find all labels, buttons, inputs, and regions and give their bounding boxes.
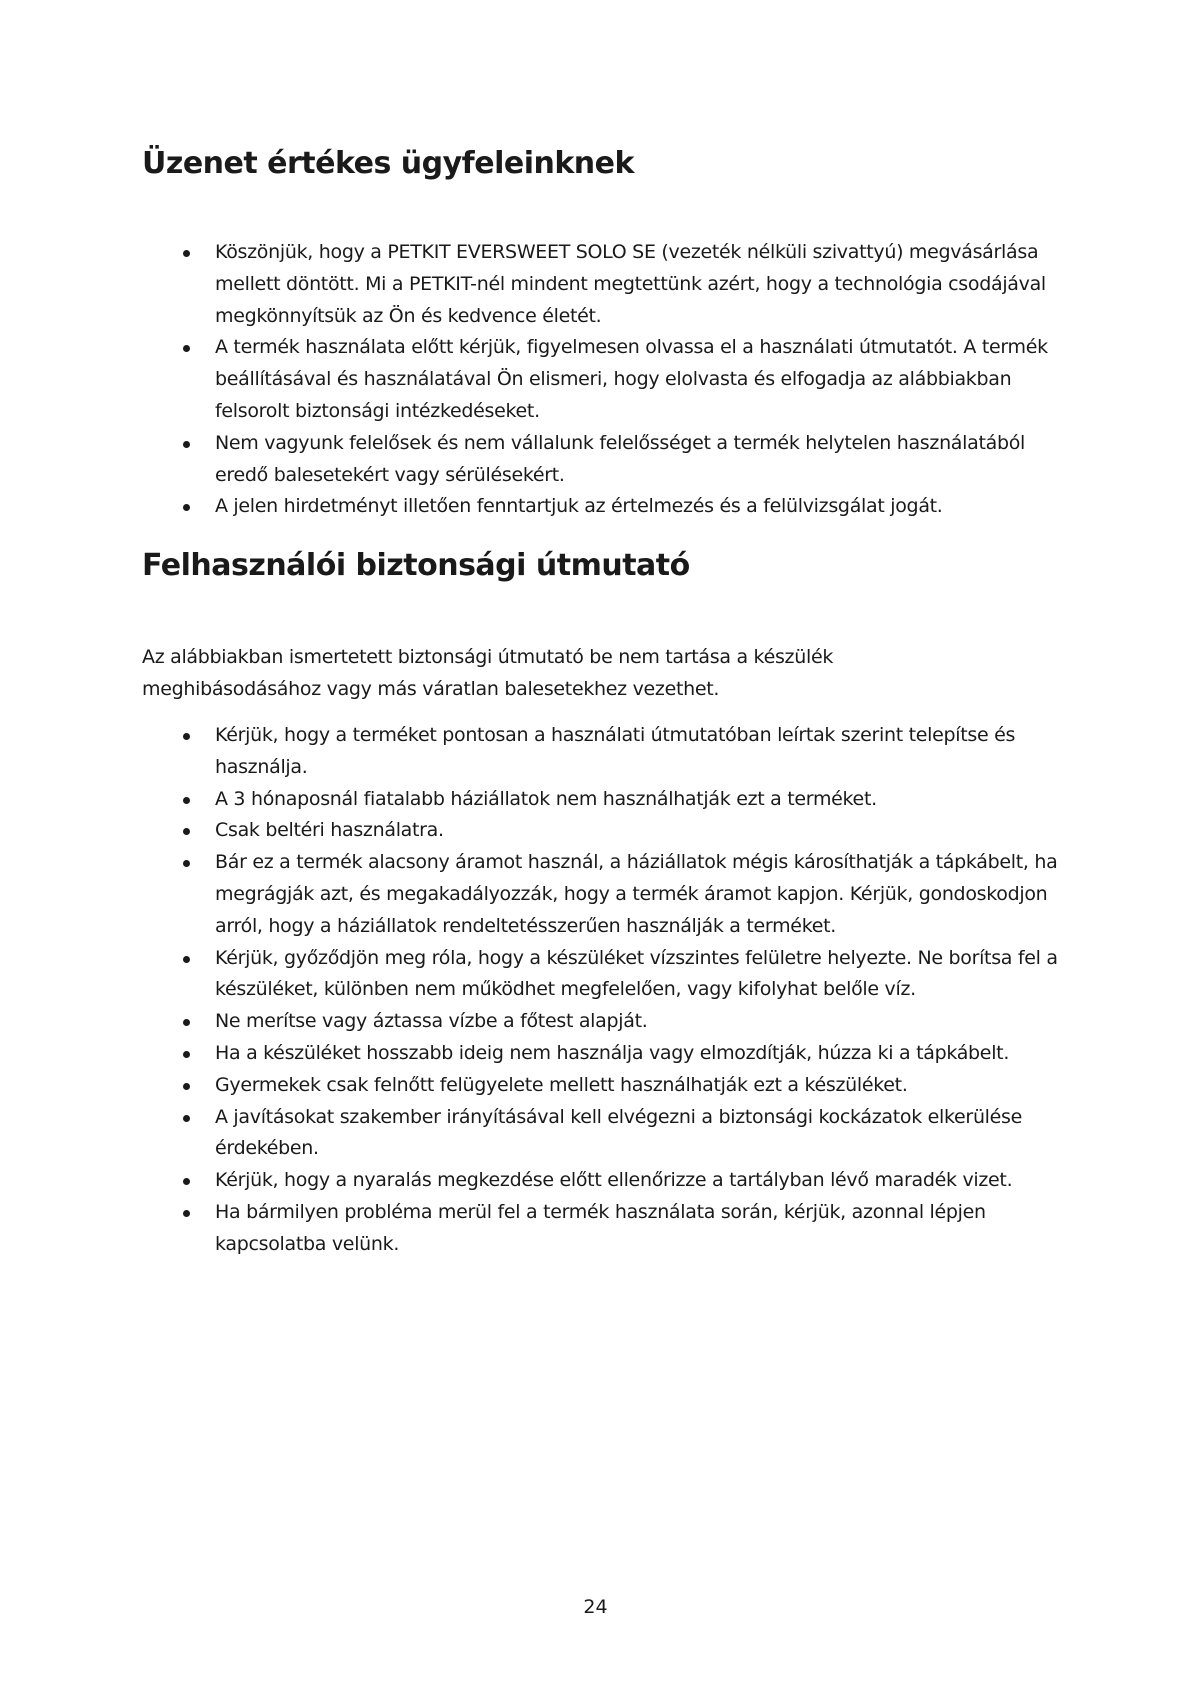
list-item: A javításokat szakember irányításával kell elvégezni a biztonsági kockázatok elkerülése érdekében. [0,1102,1191,1166]
list-item: Ne merítse vagy áztassa vízbe a főtest alapját. [0,1006,1191,1038]
bullet-icon [183,1019,190,1026]
bullet-icon [183,1115,190,1122]
bullet-icon [183,733,190,740]
customer-message-list [0,237,1191,523]
page-number: 24 [583,1596,608,1618]
section-heading-safety-guide: Felhasználói biztonsági útmutató [142,548,690,583]
bullet-icon [183,345,190,352]
bullet-icon [183,828,190,835]
list-item: Köszönjük, hogy a PETKIT EVERSWEET SOLO SE (vezeték nélküli szivattyú) megvásárlása mellett döntött. Mi a PETKIT-nél mindent megtettünk azért, hogy a technológia csodájával megkönnyítsük az Ön és kedvence életét. [0,237,1191,332]
bullet-icon [183,504,190,511]
list-item: Kérjük, hogy a terméket pontosan a használati útmutatóban leírtak szerint telepítse és használja. [0,720,1191,784]
list-item: Nem vagyunk felelősek és nem vállalunk felelősséget a termék helytelen használatából eredő balesetekért vagy sérülésekért. [0,428,1191,492]
bullet-icon [183,956,190,963]
bullet-icon [183,1210,190,1217]
bullet-icon [183,797,190,804]
list-item: Kérjük, hogy a nyaralás megkezdése előtt ellenőrizze a tartályban lévő maradék vizet. [0,1165,1191,1197]
bullet-icon [183,441,190,448]
bullet-icon [183,860,190,867]
section-heading-customer-message: Üzenet értékes ügyfeleinknek [142,146,634,181]
bullet-icon [183,1051,190,1058]
list-item: A termék használata előtt kérjük, figyelmesen olvassa el a használati útmutatót. A termék beállításával és használatával Ön elismeri, hogy elolvasta és elfogadja az alábbiakban felsorolt biztonsági intézkedéseket. [0,332,1191,427]
list-item: Ha a készüléket hosszabb ideig nem használja vagy elmozdítják, húzza ki a tápkábelt. [0,1038,1191,1070]
safety-guide-list [0,720,1191,1261]
bullet-icon [183,250,190,257]
list-item: Bár ez a termék alacsony áramot használ, a háziállatok mégis károsíthatják a tápkábelt, ha megrágják azt, és megakadályozzák, hogy a termék áramot kapjon. Kérjük, gondoskodjon arról, hogy a háziállatok rendeltetésszerűen használják a terméket. [0,847,1191,942]
list-item: A jelen hirdetményt illetően fenntartjuk az értelmezés és a felülvizsgálat jogát. [0,491,1191,523]
list-item: Gyermekek csak felnőtt felügyelete mellett használhatják ezt a készüléket. [0,1070,1191,1102]
list-item: Ha bármilyen probléma merül fel a termék használata során, kérjük, azonnal lépjen kapcsolatba velünk. [0,1197,1191,1261]
bullet-icon [183,1083,190,1090]
list-item: A 3 hónaposnál fiatalabb háziállatok nem használhatják ezt a terméket. [0,784,1191,816]
list-item: Kérjük, győződjön meg róla, hogy a készüléket vízszintes felületre helyezte. Ne borítsa fel a készüléket, különben nem működhet megfelelően, vagy kifolyhat belőle víz. [0,943,1191,1007]
safety-intro-paragraph: Az alábbiakban ismertetett biztonsági útmutató be nem tartása a készülék meghibásodásához vagy más váratlan balesetekhez vezethet. [142,646,834,700]
list-item: Csak beltéri használatra. [0,815,1191,847]
bullet-icon [183,1178,190,1185]
